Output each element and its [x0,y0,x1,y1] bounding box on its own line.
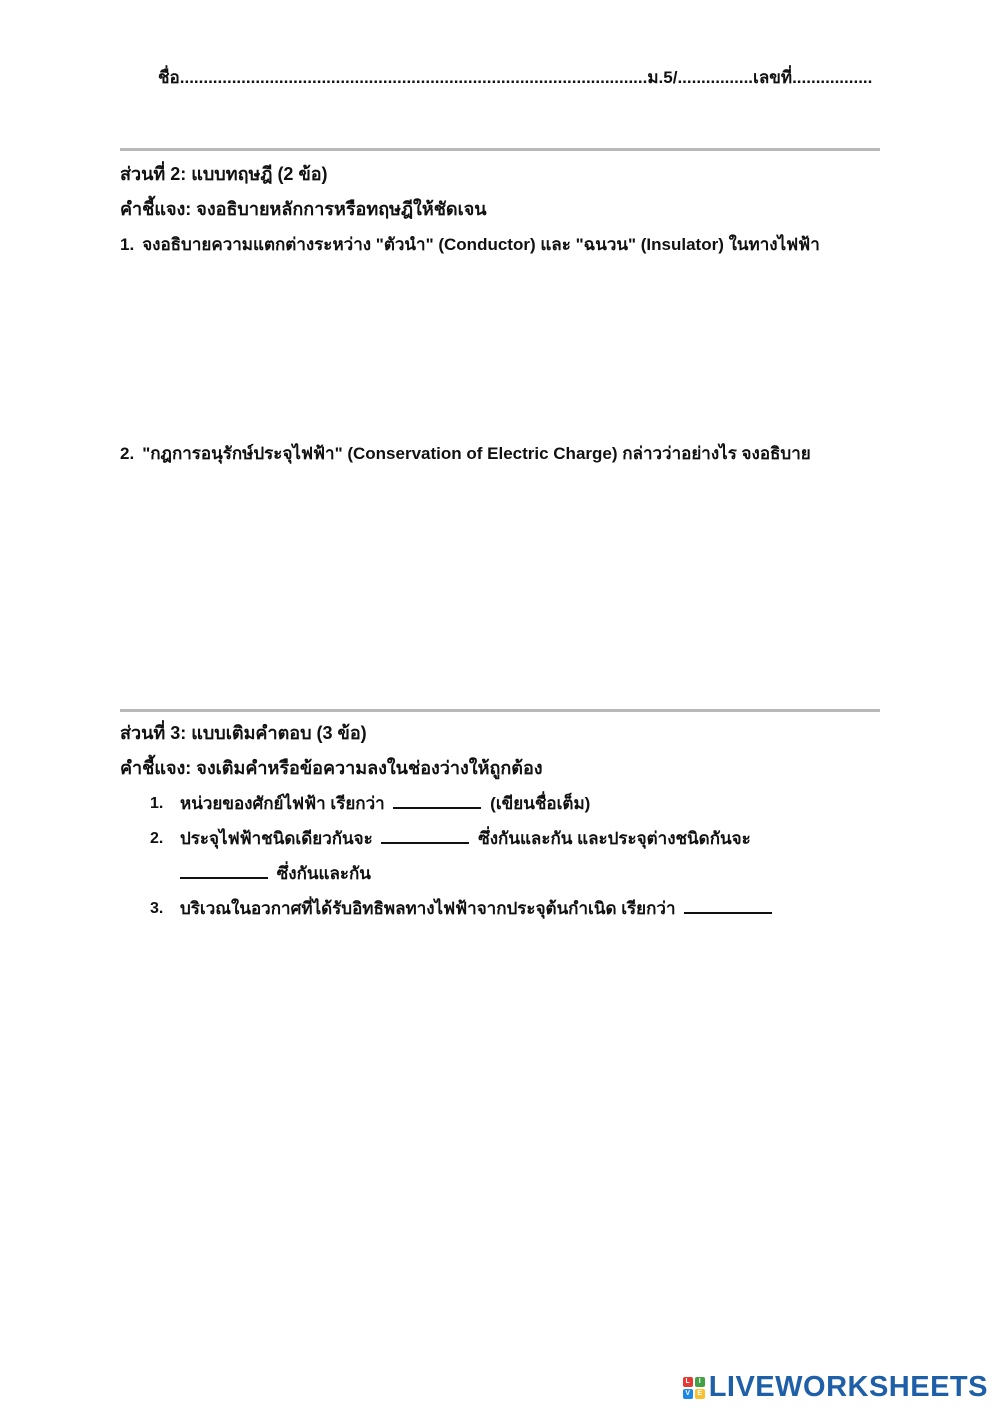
divider [120,709,880,712]
question-text: จงอธิบายความแตกต่างระหว่าง "ตัวนำ" (Conductor) และ "ฉนวน" (Insulator) ในทางไฟฟ้า [142,235,820,254]
item-text [180,821,810,891]
part3-title: ส่วนที่ 3: แบบเติมคำตอบ (3 ข้อ) [120,723,367,743]
part2-title: ส่วนที่ 2: แบบทฤษฎี (2 ข้อ) [120,164,328,184]
brand-name: LIVEWORKSHEETS [708,1371,988,1403]
fill-item-1 [150,786,870,821]
logo-letter: I [695,1377,705,1387]
part2-instruction: คำชี้แจง: จงอธิบายหลักการหรือทฤษฎีให้ชัดเจน [120,199,487,219]
item-text-after: ซึ่งกันและกัน [276,864,371,883]
fill-item-3 [150,891,870,926]
item-text-before: ประจุไฟฟ้าชนิดเดียวกันจะ [180,829,373,848]
liveworksheets-brand [683,1371,988,1404]
item-text-before: หน่วยของศักย์ไฟฟ้า เรียกว่า [180,794,385,813]
part2-section [120,157,900,262]
item-number: 1. [150,795,164,812]
item-number: 3. [150,900,164,917]
question-number: 1. [120,235,135,254]
fill-item-2 [150,821,870,891]
fill-in-list [150,786,870,926]
part3-instruction: คำชี้แจง: จงเติมคำหรือข้อความลงในช่องว่างให้ถูกต้อง [120,758,543,778]
answer-blank[interactable] [180,859,268,879]
answer-blank[interactable] [684,894,772,914]
question-number: 2. [120,444,135,463]
item-number: 2. [150,830,164,847]
logo-letter: E [695,1389,705,1399]
question-1 [120,227,840,262]
item-text-before: บริเวณในอวกาศที่ได้รับอิทธิพลทางไฟฟ้าจากประจุต้นกำเนิด เรียกว่า [180,899,676,918]
divider [120,148,880,151]
student-info-line: ชื่อ...................................................................................................ม.5/................เลขที่................. [158,68,873,87]
logo-letter: L [683,1377,693,1387]
answer-blank[interactable] [393,789,481,809]
question-2-wrap [120,436,900,471]
item-text-middle: ซึ่งกันและกัน และประจุต่างชนิดกันจะ [478,829,751,848]
question-text: "กฎการอนุรักษ์ประจุไฟฟ้า" (Conservation of Electric Charge) กล่าวว่าอย่างไร จงอธิบาย [142,444,811,463]
item-text [180,786,590,821]
question-2 [120,436,900,471]
logo-letter: V [683,1389,693,1399]
item-text-after: (เขียนชื่อเต็ม) [490,794,591,813]
part3-section [120,716,900,786]
liveworksheets-logo-icon [683,1377,705,1399]
answer-blank[interactable] [381,824,469,844]
item-text [180,891,776,926]
